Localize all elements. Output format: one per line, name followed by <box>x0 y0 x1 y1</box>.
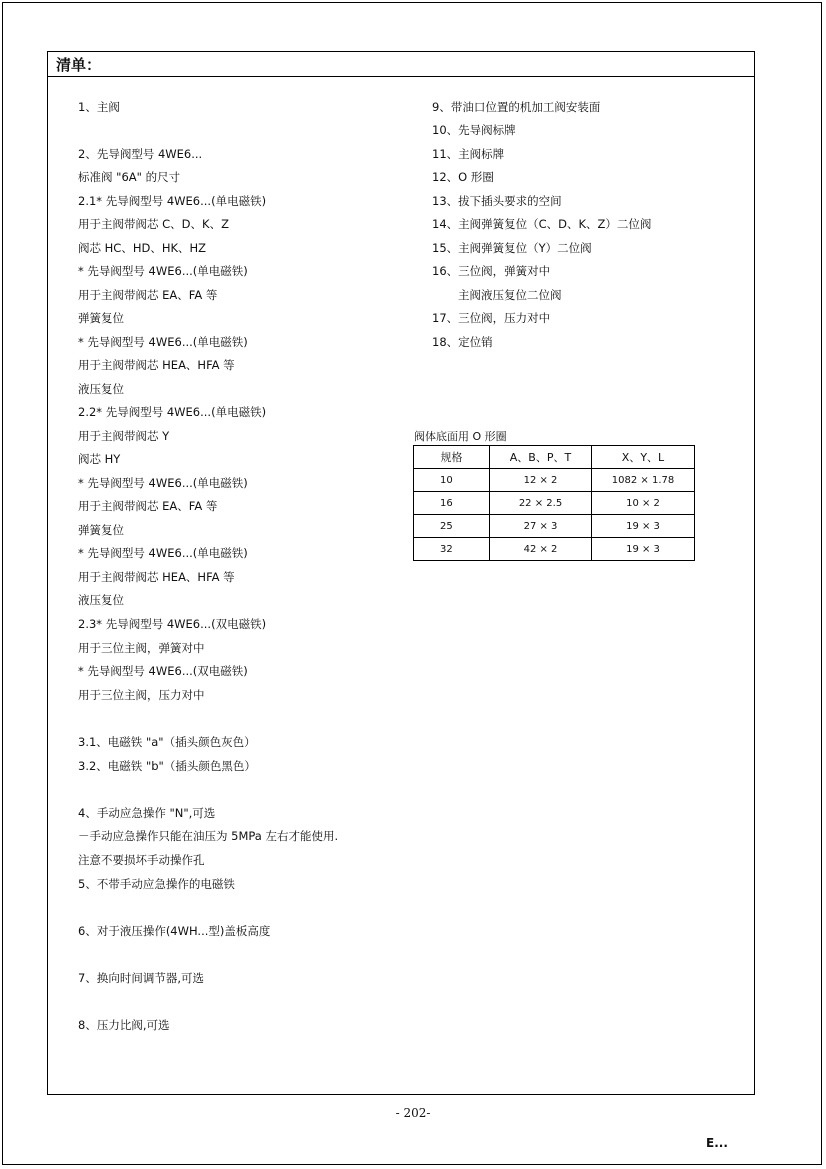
table-cell: 1082 × 1.78 <box>592 469 695 492</box>
list-item: 标准阀 "6A" 的尺寸 <box>78 170 181 184</box>
table-cell: 25 <box>414 515 490 538</box>
list-item: 12、O 形圈 <box>432 170 494 184</box>
list-item: 用于主阀带阀芯 Y <box>78 429 170 443</box>
list-item: 阀芯 HY <box>78 452 121 466</box>
header-size: 规格 <box>414 446 490 469</box>
list-item: 用于三位主阀，弹簧对中 <box>78 641 205 655</box>
list-item: * 先导阀型号 4WE6...(单电磁铁) <box>78 264 248 278</box>
list-item: 弹簧复位 <box>78 523 124 537</box>
list-item: 2.2* 先导阀型号 4WE6...(单电磁铁) <box>78 405 267 419</box>
oring-table <box>413 445 695 561</box>
list-item: 3.2、电磁铁 "b"（插头颜色黑色） <box>78 759 256 773</box>
list-item: 14、主阀弹簧复位（C、D、K、Z）二位阀 <box>432 217 652 231</box>
list-item: 16、三位阀，弹簧对中 <box>432 264 551 278</box>
list-item: 9、带油口位置的机加工阀安装面 <box>432 100 601 114</box>
list-item: 液压复位 <box>78 593 124 607</box>
table-row <box>414 469 695 492</box>
content-frame <box>47 51 755 1095</box>
oring-table-caption: 阀体底面用 O 形圈 <box>414 430 507 443</box>
list-item: 用于主阀带阀芯 EA、FA 等 <box>78 499 218 513</box>
list-item: 18、定位销 <box>432 335 493 349</box>
table-row <box>414 515 695 538</box>
list-item: 2.3* 先导阀型号 4WE6...(双电磁铁) <box>78 617 267 631</box>
list-item: 7、换向时间调节器,可选 <box>78 971 204 985</box>
list-item: * 先导阀型号 4WE6...(单电磁铁) <box>78 476 248 490</box>
table-row <box>414 538 695 561</box>
list-item: 用于三位主阀，压力对中 <box>78 688 205 702</box>
table-cell: 42 × 2 <box>490 538 592 561</box>
page-number: - 202- <box>395 1106 431 1120</box>
table-cell: 10 <box>414 469 490 492</box>
list-item: 液压复位 <box>78 382 124 396</box>
list-item: 5、不带手动应急操作的电磁铁 <box>78 877 235 891</box>
table-row <box>414 492 695 515</box>
list-item: 13、拔下插头要求的空间 <box>432 194 562 208</box>
table-cell: 10 × 2 <box>592 492 695 515</box>
footer-mark: E... <box>706 1136 728 1150</box>
table-cell: 19 × 3 <box>592 538 695 561</box>
table-cell: 22 × 2.5 <box>490 492 592 515</box>
list-item: * 先导阀型号 4WE6...(单电磁铁) <box>78 546 248 560</box>
list-item: 6、对于液压操作(4WH...型)盖板高度 <box>78 924 271 938</box>
header-xyl: X、Y、L <box>592 446 695 469</box>
list-item: 2.1* 先导阀型号 4WE6...(单电磁铁) <box>78 194 267 208</box>
list-item: 用于主阀带阀芯 HEA、HFA 等 <box>78 358 235 372</box>
table-cell: 16 <box>414 492 490 515</box>
table-cell: 12 × 2 <box>490 469 592 492</box>
list-item: 主阀液压复位二位阀 <box>458 288 562 302</box>
list-item: 11、主阀标牌 <box>432 147 505 161</box>
list-item: 4、手动应急操作 "N",可选 <box>78 806 216 820</box>
title-bar <box>48 52 754 77</box>
table-cell: 32 <box>414 538 490 561</box>
list-item: 15、主阀弹簧复位（Y）二位阀 <box>432 241 592 255</box>
list-item: 1、主阀 <box>78 100 120 114</box>
list-item: 3.1、电磁铁 "a"（插头颜色灰色） <box>78 735 256 749</box>
table-cell: 19 × 3 <box>592 515 695 538</box>
list-item: 2、先导阀型号 4WE6... <box>78 147 203 161</box>
list-item: 阀芯 HC、HD、HK、HZ <box>78 241 207 255</box>
list-item: 10、先导阀标牌 <box>432 123 516 137</box>
list-item: * 先导阀型号 4WE6...(双电磁铁) <box>78 664 248 678</box>
list-item: 用于主阀带阀芯 EA、FA 等 <box>78 288 218 302</box>
header-abpt: A、B、P、T <box>490 446 592 469</box>
list-item: 17、三位阀，压力对中 <box>432 311 551 325</box>
list-item: 8、压力比阀,可选 <box>78 1018 170 1032</box>
table-header-row <box>414 446 695 469</box>
list-item: 用于主阀带阀芯 HEA、HFA 等 <box>78 570 235 584</box>
list-item: 用于主阀带阀芯 C、D、K、Z <box>78 217 229 231</box>
page-title: 清单： <box>56 56 102 74</box>
list-item: 注意不要损坏手动操作孔 <box>78 853 205 867</box>
list-item: 弹簧复位 <box>78 311 124 325</box>
table-cell: 27 × 3 <box>490 515 592 538</box>
list-item: －手动应急操作只能在油压为 5MPa 左右才能使用. <box>78 829 339 843</box>
list-item: * 先导阀型号 4WE6...(单电磁铁) <box>78 335 248 349</box>
